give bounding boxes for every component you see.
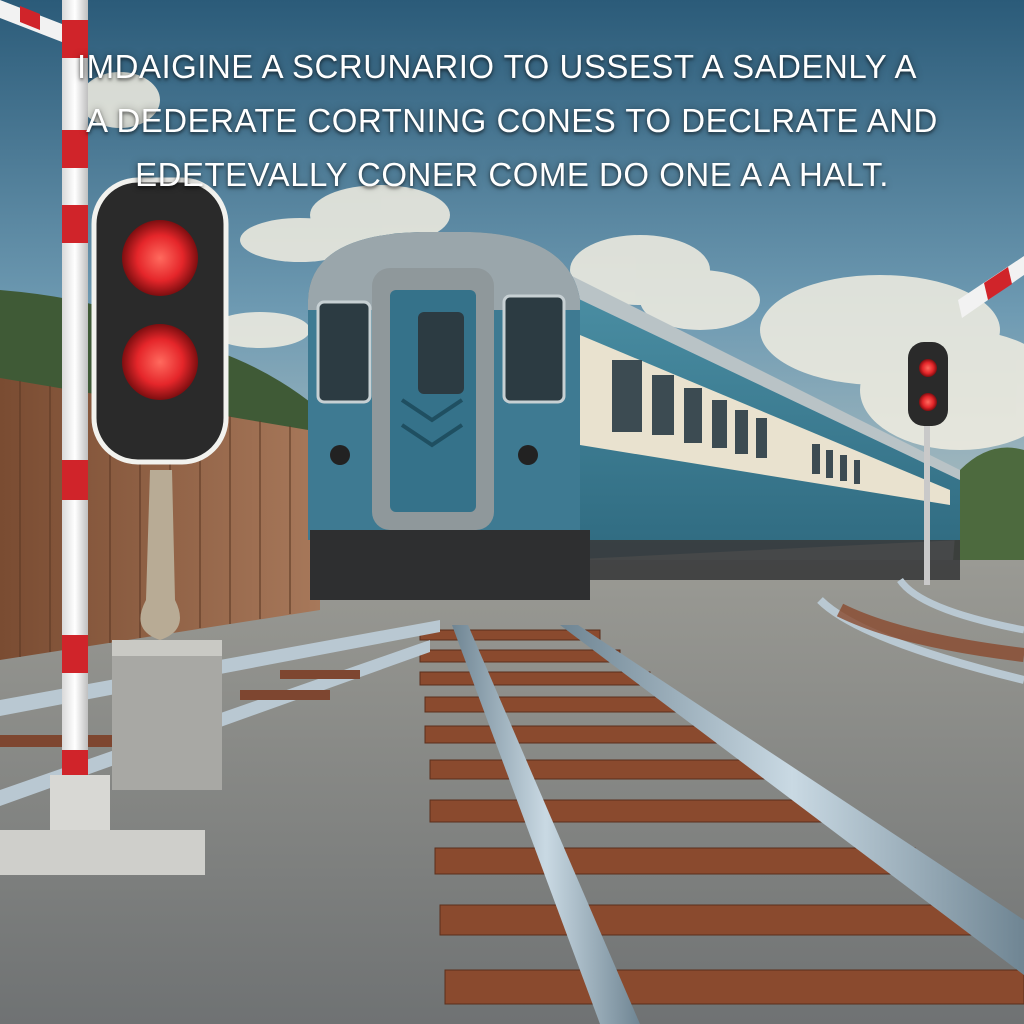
signal-red-light-top	[122, 220, 198, 296]
caption-line-1: IMDAIGINE A SCRUNARIO TO USSEST A SADENLY A	[76, 48, 918, 85]
image-caption	[0, 40, 1024, 202]
caption-line-2: A DEDERATE CORTNING CONES TO DECLRATE AND	[86, 102, 938, 139]
signal-red-light-bottom	[122, 324, 198, 400]
caption-line-3: EDETEVALLY CONER COME DO ONE A A HALT.	[135, 156, 889, 193]
